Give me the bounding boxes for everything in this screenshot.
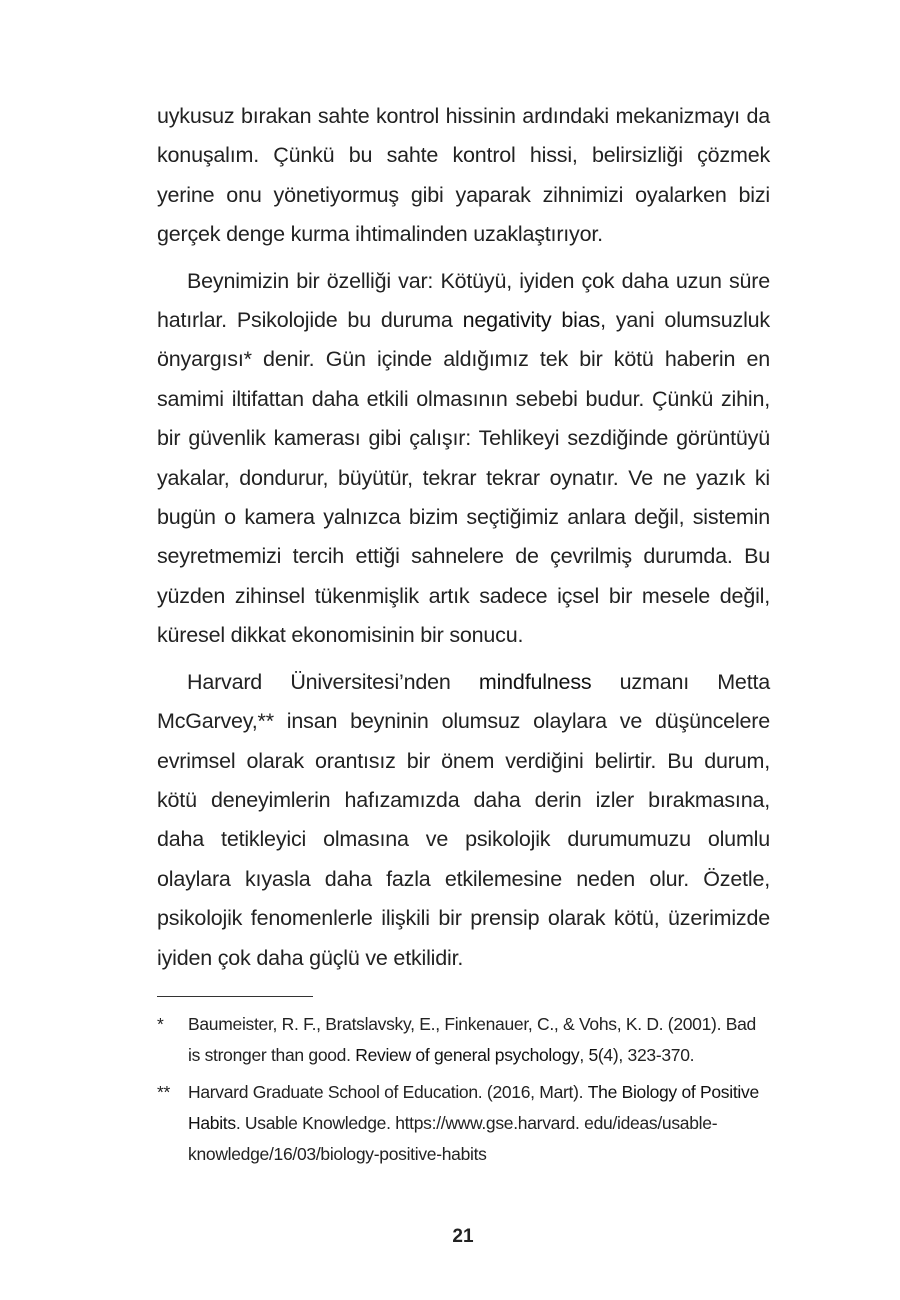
paragraph-3 <box>157 663 770 978</box>
paragraph-2 <box>157 262 770 656</box>
footnote-1 <box>157 1009 770 1071</box>
footnotes <box>157 1009 770 1170</box>
page-number: 21 <box>452 1226 474 1247</box>
article-title: The Biology of Positive Habits <box>188 1081 759 1133</box>
term-mindfulness: mindfulness <box>478 669 592 694</box>
journal-volume: 5 <box>588 1044 598 1065</box>
footnote-text: Harvard Graduate School of Education. (2016, Mart). <box>188 1081 588 1102</box>
footnote-2 <box>157 1077 770 1170</box>
paragraph-1 <box>157 97 770 255</box>
paragraph-text: , yani olumsuzluk önyargısı* denir. Gün içinde aldığımız tek bir kötü haberin en samimi iltifattan daha etkili olmasının sebebi budur. Çünkü zihin, bir güvenlik kamerası gibi çalışır: Tehlikeyi sezdiğinde görüntüyü yakalar, dondurur, büyütür, tekrar tekrar oynatır. Ve ne yazık ki bugün o kamera yalnızca bizim seçtiğimiz anlara değil, sistemin seyretmemizi tercih ettiği sahnelere de çevrilmiş durumda. Bu yüzden zihinsel tükenmişlik artık sadece içsel bir mesele değil, küresel dikkat ekonomisinin bir sonucu. <box>157 308 770 648</box>
paragraph-text: Harvard Üniversitesi’nden <box>187 669 479 694</box>
page-body <box>157 97 770 1176</box>
paragraph-text: Beynimizin bir özelliği var: Kötüyü, iyiden çok daha uzun süre hatırlar. Psikolojide bu duruma <box>157 268 770 333</box>
footnote-text: . Usable Knowledge. https://www.gse.harvard. edu/ideas/usable-knowledge/16/03/biology-positive-habits <box>188 1112 718 1164</box>
paragraph-text: uykusuz bırakan sahte kontrol hissinin ardındaki mekanizmayı da konuşalım. Çünkü bu sahte kontrol hissi, belirsizliği çözmek yerine onu yönetiyormuş gibi yaparak zihnimizi oyalarken bizi gerçek denge kurma ihtimalinden uzaklaştırıyor. <box>157 104 770 247</box>
footnote-mark: * <box>157 1013 164 1034</box>
footnote-mark: ** <box>157 1081 171 1102</box>
journal-title: Review of general psychology <box>355 1044 580 1065</box>
footnote-text: (4), 323-370. <box>597 1044 695 1065</box>
footnote-text: , <box>579 1044 589 1065</box>
term-negativity-bias: negativity bias <box>462 308 601 333</box>
paragraph-text: uzmanı Metta McGarvey,** insan beyninin olumsuz olaylara ve düşüncelere evrimsel olarak orantısız bir önem verdiğini belirtir. Bu durum, kötü deneyimlerin hafızamızda daha derin izler bırakmasına, daha tetikleyici olmasına ve psikolojik durumumuzu olumlu olaylara kıyasla daha fazla etkilemesine neden olur. Özetle, psikolojik fenomenlerle ilişkili bir prensip olarak kötü, üzerimizde iyiden çok daha güçlü ve etkilidir. <box>157 669 770 970</box>
footnote-divider <box>157 996 313 997</box>
footnote-text: Baumeister, R. F., Bratslavsky, E., Finkenauer, C., & Vohs, K. D. (2001). Bad is stronger than good. <box>188 1013 756 1065</box>
